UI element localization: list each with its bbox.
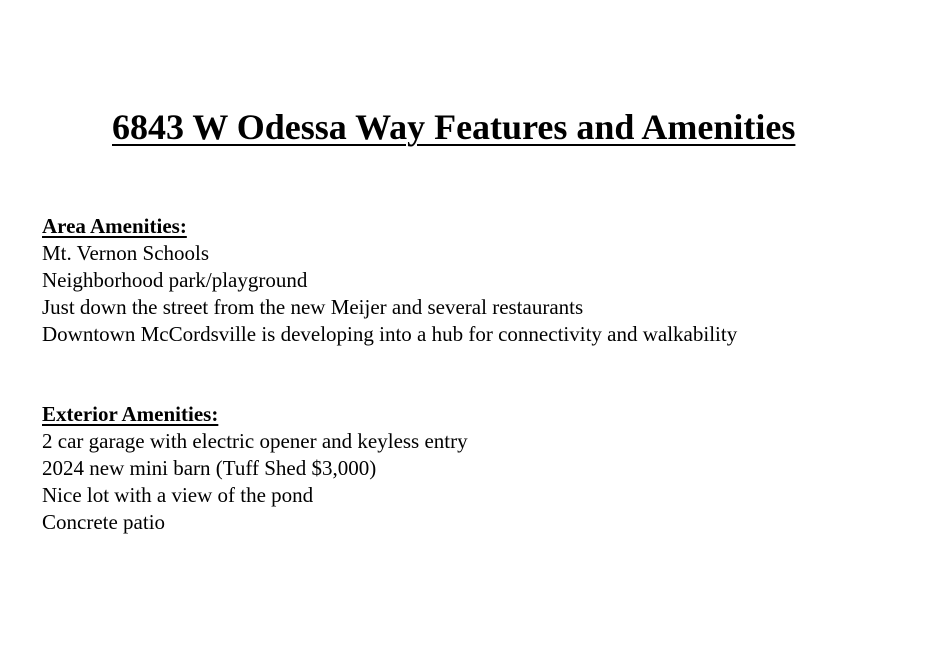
list-item: Mt. Vernon Schools: [42, 241, 210, 265]
exterior-amenities-list: [42, 428, 468, 536]
page-title: 6843 W Odessa Way Features and Amenities: [112, 107, 796, 147]
list-item: 2 car garage with electric opener and keyless entry: [42, 429, 468, 453]
list-item: Nice lot with a view of the pond: [42, 483, 314, 507]
area-amenities-section: [42, 213, 737, 348]
list-item: Neighborhood park/playground: [42, 268, 308, 292]
list-item: 2024 new mini barn (Tuff Shed $3,000): [42, 456, 377, 480]
area-amenities-list: [42, 240, 737, 348]
exterior-amenities-heading: Exterior Amenities:: [42, 402, 219, 426]
list-item: Concrete patio: [42, 510, 166, 534]
area-amenities-heading: Area Amenities:: [42, 214, 187, 238]
exterior-amenities-section: [42, 401, 468, 536]
list-item: Just down the street from the new Meijer and several restaurants: [42, 295, 584, 319]
list-item: Downtown McCordsville is developing into a hub for connectivity and walkability: [42, 322, 738, 346]
